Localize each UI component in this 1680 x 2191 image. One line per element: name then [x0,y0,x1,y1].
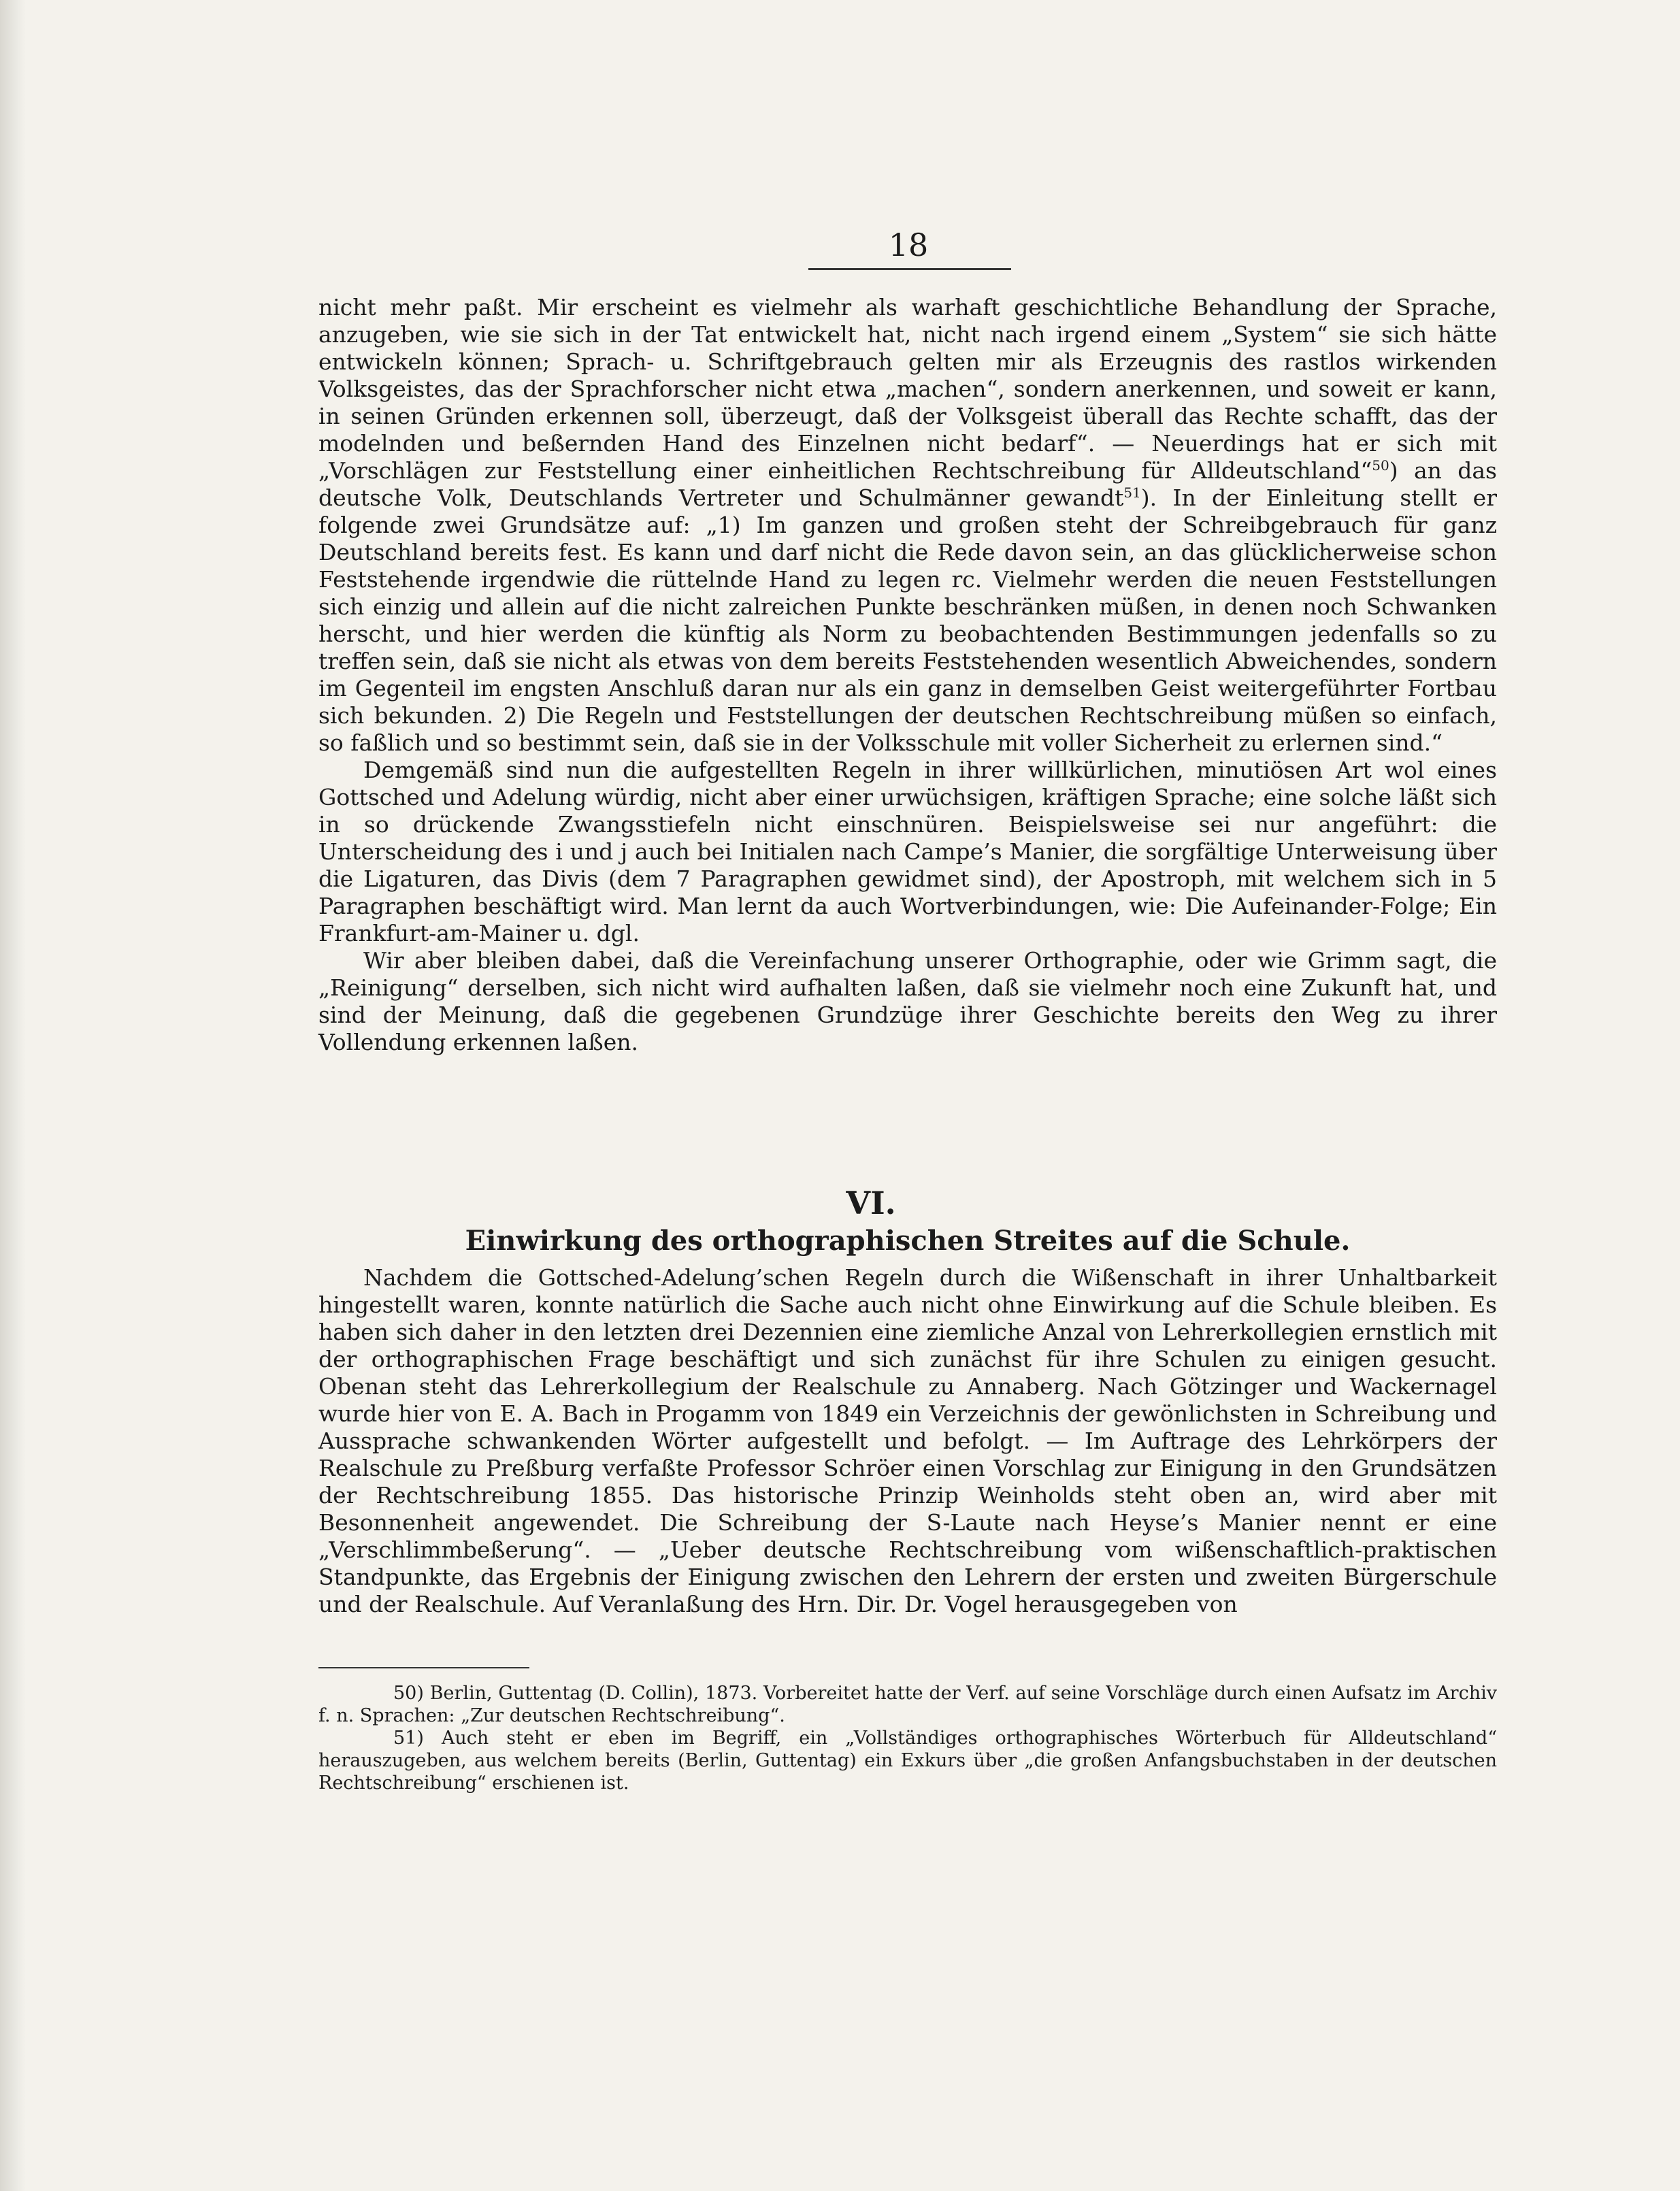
paragraph: Wir aber bleiben dabei, daß die Vereinfachung unserer Orthographie, oder wie Grimm sagt, die „Reinigung“ derselben, sich nicht wird aufhalten laßen, daß sie vielmehr noch eine Zukunft hat, und sind der Meinung, daß die gegebenen Grundzüge ihrer Geschichte bereits den Weg zu ihrer Vollendung erkennen laßen. [318,947,1497,1055]
footnote-51: 51) Auch steht er eben im Begriff, ein „Vollständiges orthographisches Wörterbuch für Alldeutschland“ herauszugeben, aus welchem bereits (Berlin, Guttentag) ein Exkurs über „die großen Anfangsbuchstaben in der deutschen Rechtschreibung“ erschienen ist. [318,1728,1497,1794]
footnote-rule [318,1667,529,1668]
paragraph: Demgemäß sind nun die aufgestellten Regeln in ihrer willkürlichen, minutiösen Art wol eines Gottsched und Adelung würdig, nicht aber einer urwüchsigen, kräftigen Sprache; eine solche läßt sich in so drückende Zwangsstiefeln nicht einschnüren. Beispielsweise sei nur angeführt: die Unterscheidung des i und j auch bei Initialen nach Campe’s Manier, die sorgfältige Unterweisung über die Ligaturen, das Divis (dem 7 Paragraphen gewidmet sind), der Apostroph, mit welchem sich in 5 Paragraphen beschäftigt wird. Man lernt da auch Wortverbindungen, wie: Die Aufeinander-Folge; Ein Frankfurt-am-Mainer u. dgl. [318,757,1497,946]
footnotes [318,1682,1497,1794]
paragraph [318,294,1497,757]
page-number-rule [808,268,1011,270]
footnote-ref-51[interactable]: 51 [1123,484,1141,501]
page-number: 18 [888,227,929,263]
paragraph-text: ). In der Einleitung stellt er folgende zwei Grundsätze auf: „1) Im ganzen und großen steht der Schreibgebrauch für ganz Deutschland bereits fest. Es kann und darf nicht die Rede davon sein, an das glücklicherweise schon Feststehende irgendwie die rüttelnde Hand zu legen rc. Vielmehr werden die neuen Feststellungen sich einzig und allein auf die nicht zalreichen Punkte beschränken müßen, in denen noch Schwanken herscht, und hier werden die künftig als Norm zu beobachtenden Bestimmungen jedenfalls so zu treffen sein, daß sie nicht als etwas von dem bereits Feststehenden wesentlich Abweichendes, sondern im Gegenteil im engsten Anschluß daran nur als ein ganz in demselben Geist weitergeführter Fortbau sich bekunden. 2) Die Regeln und Feststellungen der deutschen Rechtschreibung müßen so einfach, so faßlich und so bestimmt sein, daß sie in der Volksschule mit voller Sicherheit zu erlernen sind.“ [318,484,1497,756]
upper-text-block [318,294,1497,1056]
section-title: Einwirkung des orthographischen Streites auf die Schule. [465,1225,1351,1257]
paragraph-text: ) an das deutsche Volk, Deutschlands Vertreter und Schulmänner gewandt [318,457,1497,511]
paragraph: Nachdem die Gottsched-Adelung’schen Regeln durch die Wißenschaft in ihrer Unhaltbarkeit hingestellt waren, konnte natürlich die Sache auch nicht ohne Einwirkung auf die Schule bleiben. Es haben sich daher in den letzten drei Dezennien eine ziemliche Anzal von Lehrerkollegien ernstlich mit der orthographischen Frage beschäftigt und sich zunächst für ihre Schulen zu einigen gesucht. Obenan steht das Lehrerkollegium der Realschule zu Annaberg. Nach Götzinger und Wackernagel wurde hier von E. A. Bach in Progamm von 1849 ein Verzeichnis der gewönlichsten in Schreibung und Aussprache schwankenden Wörter aufgestellt und befolgt. — Im Auftrage des Lehrkörpers der Realschule zu Preßburg verfaßte Professor Schröer einen Vorschlag zur Einigung in den Grundsätzen der Rechtschreibung 1855. Das historische Prinzip Weinholds steht oben an, wird aber mit Besonnenheit angewendet. Die Schreibung der S-Laute nach Heyse’s Manier nennt er eine „Verschlimmbeßerung“. — „Ueber deutsche Rechtschreibung vom wißenschaftlich-praktischen Standpunkte, das Ergebnis der Einigung zwischen den Lehrern der ersten und zweiten Bürgerschule und der Realschule. Auf Veranlaßung des Hrn. Dir. Dr. Vogel herausgegeben von [318,1264,1497,1617]
lower-text-block [318,1264,1497,1618]
paragraph-text: nicht mehr paßt. Mir erscheint es vielmehr als warhaft geschichtliche Behandlung der Sprache, anzugeben, wie sie sich in der Tat entwickelt hat, nicht nach irgend einem „System“ sie sich hätte entwickeln können; Sprach- u. Schriftgebrauch gelten mir als Erzeugnis des rastlos wirkenden Volksgeistes, das der Sprachforscher nicht etwa „machen“, sondern anerkennen, und soweit er kann, in seinen Gründen erkennen soll, überzeugt, daß der Volksgeist überall das Rechte schafft, das der modelnden und beßernden Hand des Einzelnen nicht bedarf“. — Neuerdings hat er sich mit „Vorschlägen zur Feststellung einer einheitlichen Rechtschreibung für Alldeutschland“ [318,294,1497,484]
section-number: VI. [846,1185,896,1221]
page-edge-shadow [0,0,26,2191]
footnote-ref-50[interactable]: 50 [1372,457,1389,474]
footnote-50: 50) Berlin, Guttentag (D. Collin), 1873. Vorbereitet hatte der Verf. auf seine Vorschläge durch einen Aufsatz im Archiv f. n. Sprachen: „Zur deutschen Rechtschreibung“. [318,1683,1497,1726]
